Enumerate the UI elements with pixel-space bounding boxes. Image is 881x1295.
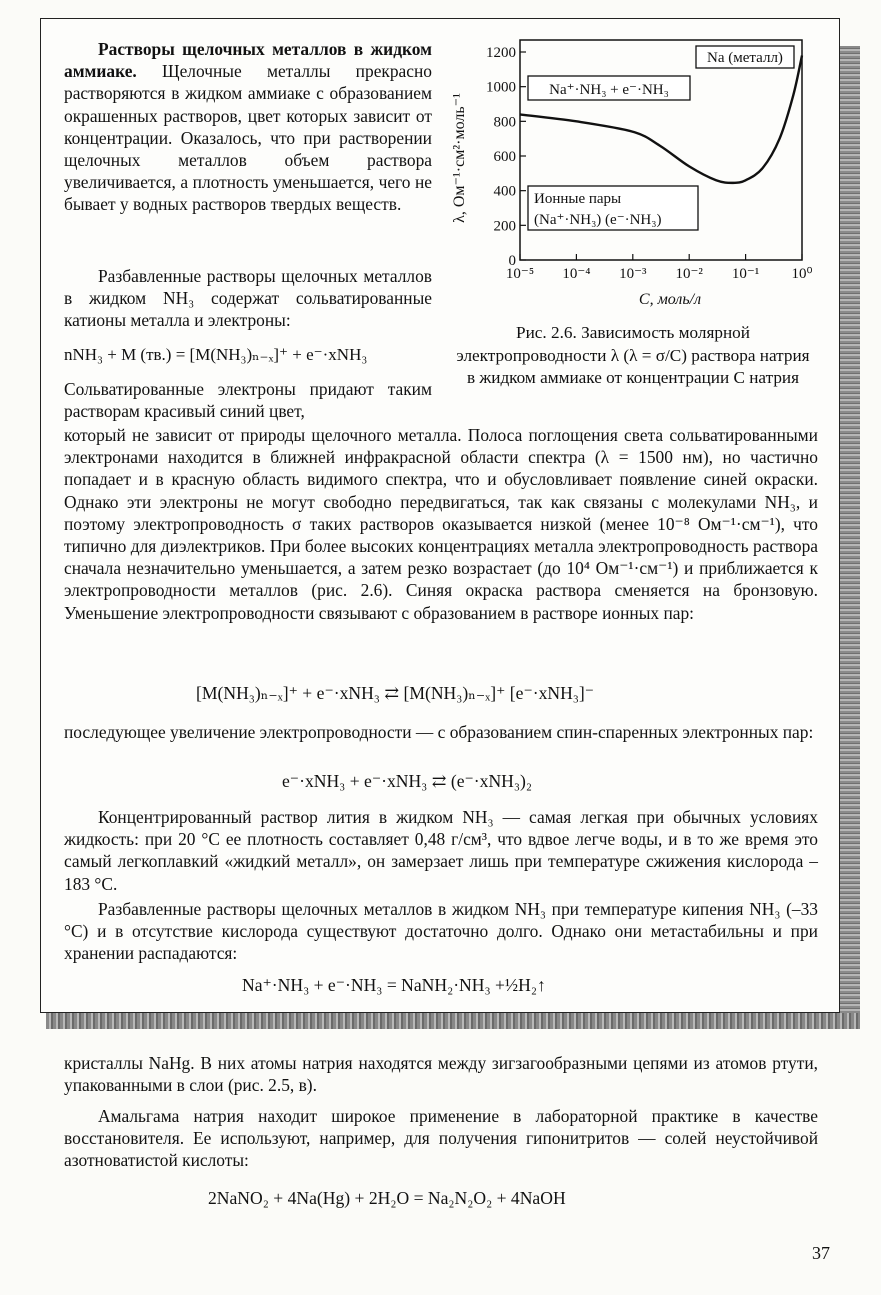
box-paragraph-6: Разбавленные растворы щелочных металлов в жидком NH₃ при температуре кипения NH₃ (–33 °C) и в отсутствие кислорода существуют достаточно долго. Однако они метастабильны и при хранении распадаются: bbox=[64, 899, 818, 964]
box-paragraph-1-text: Щелочные металлы прекрасно растворяются в жидком аммиаке с образованием окрашенных растворов, цвет которых зависит от концентрации. Оказалось, что при растворении щелочных металлов объем раствора увеличивается, а плотность уменьшается, чего не бывает у водных растворов твердых веществ. bbox=[64, 61, 432, 215]
y-tick-label: 1200 bbox=[486, 45, 516, 61]
y-tick-label: 0 bbox=[508, 253, 516, 269]
equation-4: Na⁺·NH₃ + e⁻·NH₃ = NaNH₂·NH₃ +½H₂↑ bbox=[242, 975, 546, 995]
box-paragraph-1 bbox=[64, 38, 432, 216]
annotation-ion-pairs-formula: (Na⁺·NH₃) (e⁻·NH₃) bbox=[534, 212, 662, 228]
annotation-ion-pairs-title: Ионные пары bbox=[534, 191, 622, 207]
figure-caption: Рис. 2.6. Зависимость молярной электропроводности λ (λ = σ/C) раствора натрия в жидком аммиаке от концентрации C натрия bbox=[456, 323, 810, 387]
equation-after: 2NaNO₂ + 4Na(Hg) + 2H₂O = Na₂N₂O₂ + 4NaOH bbox=[208, 1188, 566, 1208]
box-paragraph-2: Разбавленные растворы щелочных металлов в жидком NH₃ содержат сольватированные катионы металла и электроны: bbox=[64, 266, 432, 331]
series-line bbox=[520, 55, 802, 182]
y-tick-label: 200 bbox=[493, 218, 516, 235]
equation-1: nNH₃ + M (тв.) = [M(NH₃)ₙ₋ₓ]⁺ + e⁻·xNH₃ bbox=[64, 345, 368, 364]
y-tick-label: 600 bbox=[493, 149, 516, 165]
x-tick-label: 10⁻² bbox=[675, 266, 703, 282]
page-number: 37 bbox=[812, 1243, 830, 1263]
x-tick-label: 10⁻⁴ bbox=[562, 266, 591, 282]
x-tick-label: 10⁻¹ bbox=[731, 266, 760, 282]
x-tick-label: 10⁻³ bbox=[619, 266, 647, 282]
annotation-solvated: Na⁺·NH₃ + e⁻·NH₃ bbox=[549, 82, 669, 98]
box-paragraph-5: Концентрированный раствор лития в жидком NH₃ — самая легкая при обычных условиях жидкость: при 20 °C ее плотность составляет 0,48 г/см³, что вдвое легче воды, и в то же время это самый легкоплавкий «жидкий металл», он замерзает лишь при температуре сжижения кислорода –183 °C. bbox=[64, 807, 818, 894]
x-axis-label: C, моль/л bbox=[638, 291, 702, 308]
paragraph-after-1: кристаллы NaHg. В них атомы натрия находятся между зигзагообразными цепями из атомов ртути, упакованными в слои (рис. 2.5, в). bbox=[64, 1053, 818, 1096]
equation-3: e⁻·xNH₃ + e⁻·xNH₃ ⇄ (e⁻·xNH₃)₂ bbox=[282, 771, 532, 791]
y-tick-label: 400 bbox=[493, 183, 516, 200]
box-paragraph-3-start: Сольватированные электроны придают таким растворам красивый синий цвет, bbox=[64, 379, 432, 422]
box-shadow-right bbox=[840, 46, 860, 1028]
box-paragraph-4: последующее увеличение электропроводности — с образованием спин-спаренных электронных пар: bbox=[64, 722, 814, 742]
annotation-metal: Na (металл) bbox=[707, 50, 783, 66]
y-tick-label: 800 bbox=[493, 114, 516, 131]
box-shadow-bottom bbox=[46, 1013, 860, 1029]
paragraph-after-2: Амальгама натрия находит широкое применение в лабораторной практике в качестве восстановителя. Ее используют, например, для получения гипонитритов — солей неустойчивой азотноватистой кислоты: bbox=[64, 1106, 818, 1171]
box-paragraph-3: который не зависит от природы щелочного металла. Полоса поглощения света сольватированными электронами находится в ближней инфракрасной области спектра (λ = 1500 нм), но частично попадает и в красную область видимого спектра, что и обусловливает появление синей окраски. Однако эти электроны не могут свободно передвигаться, так как связаны с молекулами NH₃, и поэтому электропроводность σ таких растворов оказывается низкой (менее 10⁻⁸ Ом⁻¹·см⁻¹), что типично для диэлектриков. При более высоких концентрациях металла электропроводность раствора сначала незначительно уменьшается, а затем резко возрастает (до 10⁴ Ом⁻¹·см⁻¹) и приближается к электропроводности металлов (рис. 2.6). Синяя окраска раствора сменяется на бронзовую. Уменьшение электропроводности связывают с образованием в растворе ионных пар: bbox=[64, 425, 818, 623]
conductivity-chart bbox=[450, 28, 826, 314]
y-axis-label: λ, Ом⁻¹·см²·моль⁻¹ bbox=[451, 93, 468, 223]
x-tick-label: 10⁰ bbox=[791, 266, 813, 282]
y-tick-label: 1000 bbox=[486, 79, 516, 96]
x-tick-label: 10⁻⁵ bbox=[505, 266, 535, 282]
box-heading: Растворы щелочных металлов в жидком аммиаке. bbox=[64, 39, 432, 82]
equation-2: [M(NH₃)ₙ₋ₓ]⁺ + e⁻·xNH₃ ⇄ [M(NH₃)ₙ₋ₓ]⁺ [e⁻·xNH₃]⁻ bbox=[196, 683, 595, 703]
